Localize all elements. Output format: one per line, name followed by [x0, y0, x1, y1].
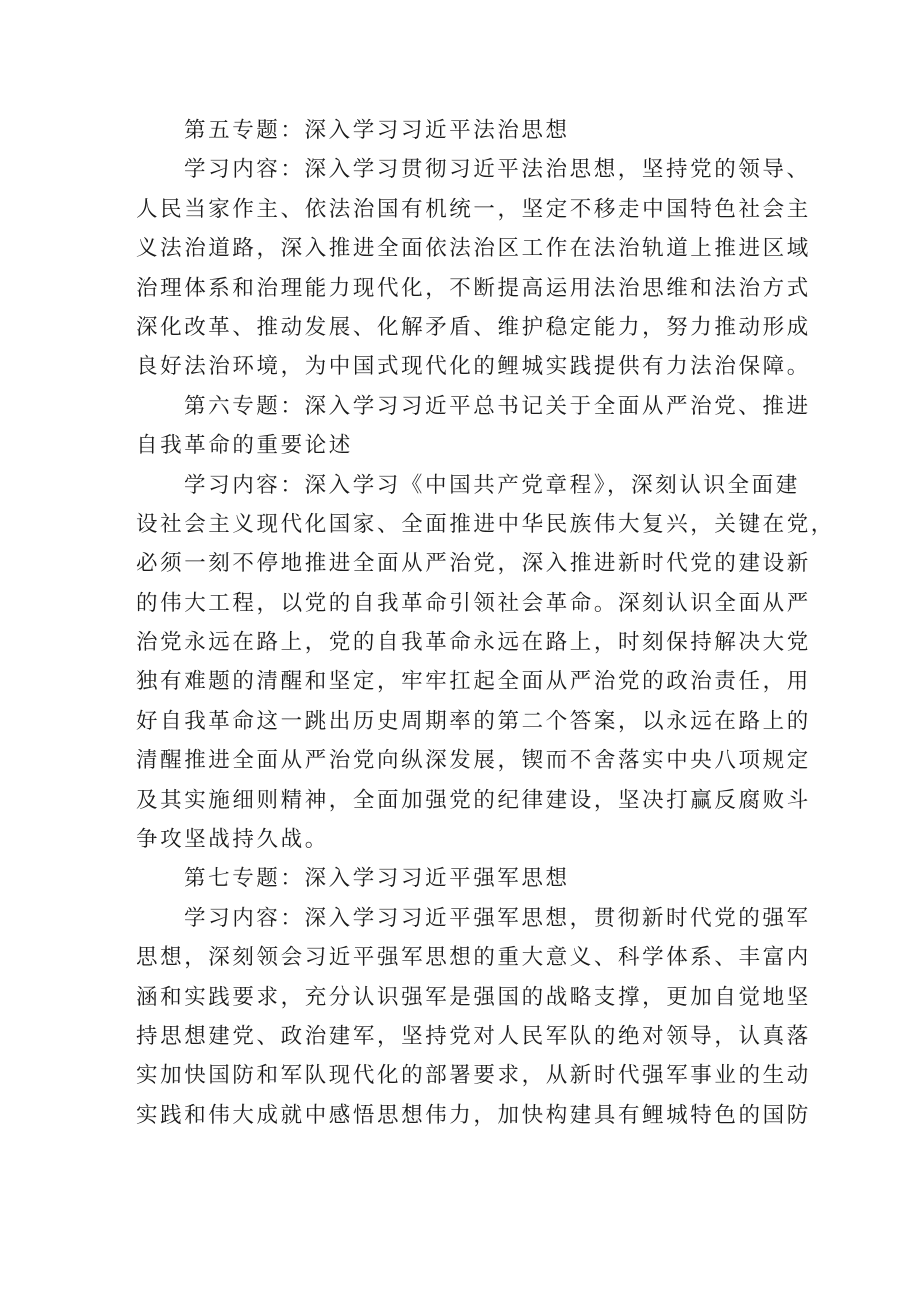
- text-line: 及其实施细则精神，全面加强党的纪律建设，坚决打赢反腐败斗: [136, 787, 811, 813]
- text-line: 深化改革、推动发展、化解矛盾、维护稳定能力，努力推动形成: [136, 314, 811, 340]
- text-line: 实加快国防和军队现代化的部署要求，从新时代强军事业的生动: [136, 1063, 811, 1089]
- text-line: 好自我革命这一跳出历史周期率的第二个答案，以永远在路上的: [136, 708, 811, 734]
- text-line: 学习内容：深入学习习近平强军思想，贯彻新时代党的强军: [184, 905, 811, 931]
- text-line: 自我革命的重要论述: [136, 433, 353, 459]
- text-line: 人民当家作主、依法治国有机统一，坚定不移走中国特色社会主: [136, 196, 811, 222]
- text-line: 学习内容：深入学习《中国共产党章程》，深刻认识全面建: [184, 472, 800, 498]
- text-line: 治党永远在路上，党的自我革命永远在路上，时刻保持解决大党: [136, 630, 811, 656]
- text-line: 必须一刻不停地推进全面从严治党，深入推进新时代党的建设新: [136, 551, 811, 577]
- text-line: 实践和伟大成就中感悟思想伟力，加快构建具有鲤城特色的国防: [136, 1102, 811, 1128]
- text-line: 思想，深刻领会习近平强军思想的重大意义、科学体系、丰富内: [136, 945, 811, 971]
- text-line: 持思想建党、政治建军，坚持党对人民军队的绝对领导，认真落: [136, 1023, 811, 1049]
- text-line: 第七专题：深入学习习近平强军思想: [184, 866, 570, 892]
- text-line: 第五专题：深入学习习近平法治思想: [184, 118, 570, 143]
- text-line: 独有难题的清醒和坚定，牢牢扛起全面从严治党的政治责任，用: [136, 669, 811, 695]
- text-line: 的伟大工程，以党的自我革命引领社会革命。深刻认识全面从严: [136, 590, 811, 616]
- text-line: 良好法治环境，为中国式现代化的鲤城实践提供有力法治保障。: [136, 354, 811, 380]
- text-line: 学习内容：深入学习贯彻习近平法治思想，坚持党的领导、: [184, 157, 811, 183]
- text-line: 涵和实践要求，充分认识强军是强国的战略支撑，更加自觉地坚: [136, 984, 811, 1010]
- text-line: 设社会主义现代化国家、全面推进中华民族伟大复兴，关键在党，: [136, 511, 835, 537]
- text-line: 清醒推进全面从严治党向纵深发展，锲而不舍落实中央八项规定: [136, 748, 811, 774]
- text-line: 治理体系和治理能力现代化，不断提高运用法治思维和法治方式: [136, 275, 811, 301]
- text-line: 第六专题：深入学习习近平总书记关于全面从严治党、推进: [184, 393, 811, 419]
- document-body: [136, 111, 835, 1135]
- text-line: 义法治道路，深入推进全面依法治区工作在法治轨道上推进区域: [136, 236, 811, 262]
- text-line: 争攻坚战持久战。: [136, 827, 329, 853]
